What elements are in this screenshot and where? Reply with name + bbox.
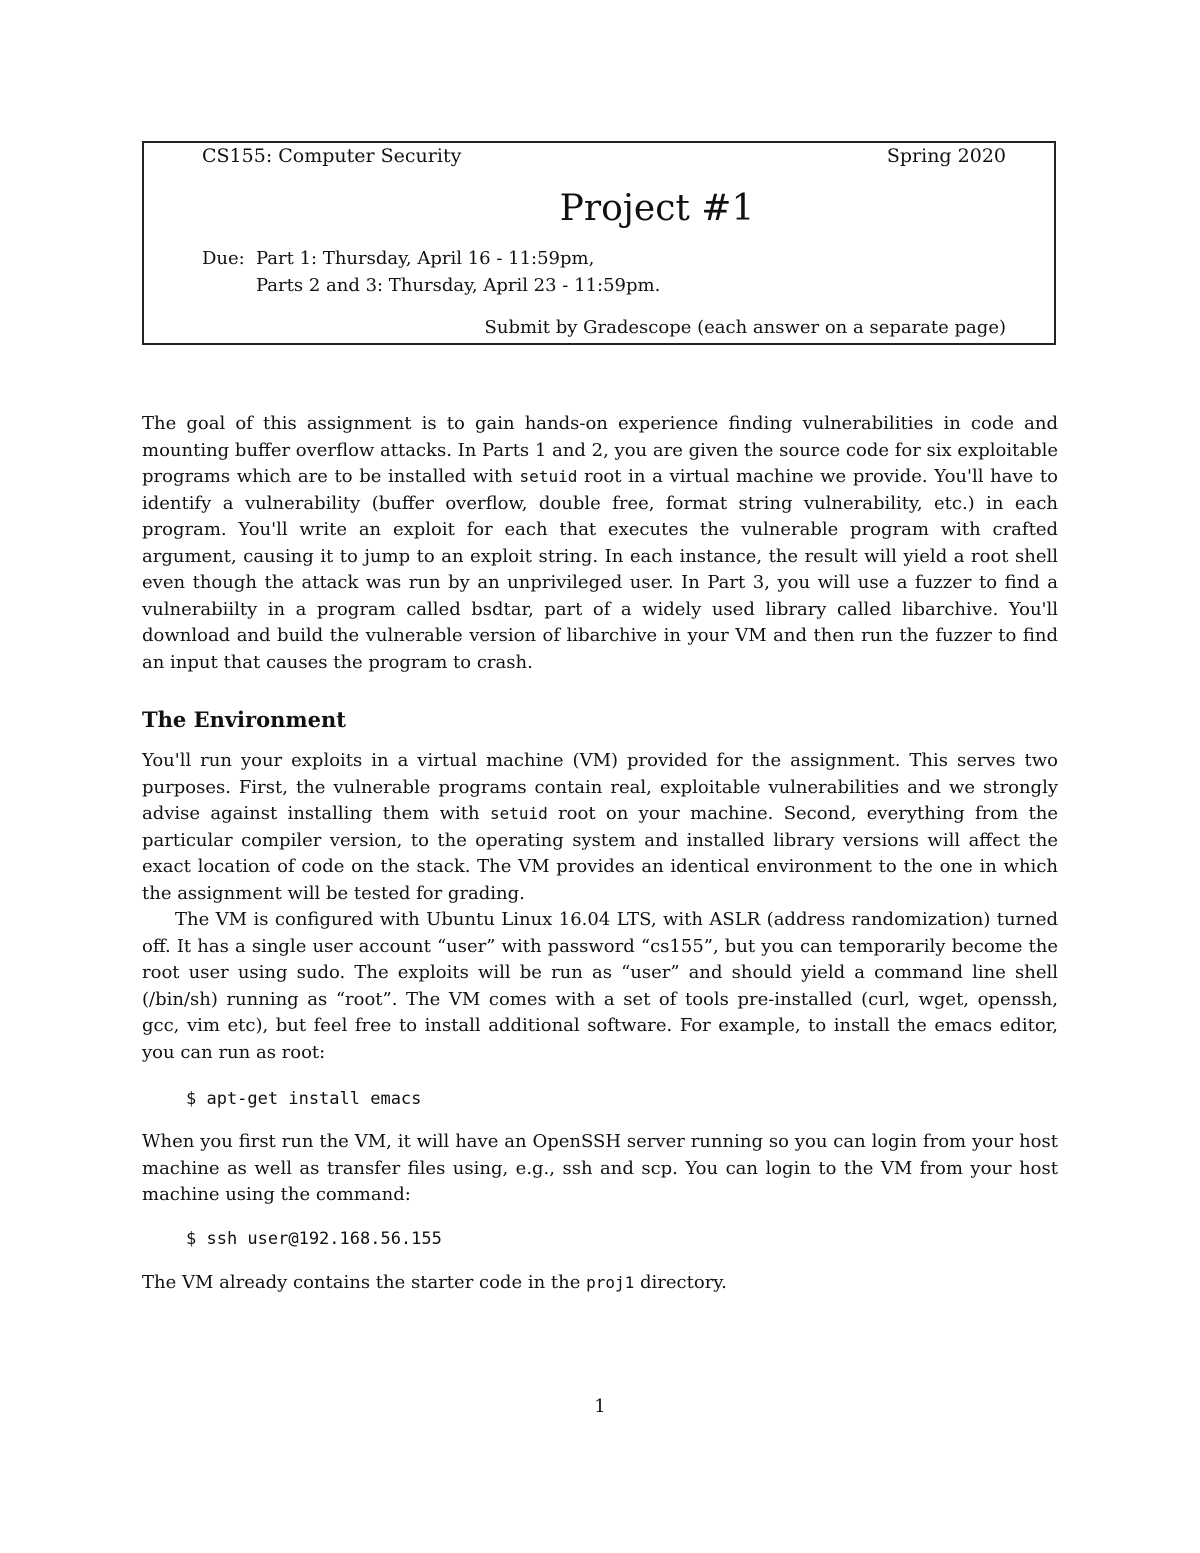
header-box — [142, 141, 1056, 345]
due-label: Due: — [202, 248, 245, 269]
command-install-emacs: $ apt-get install emacs — [186, 1089, 422, 1109]
section-title-environment: The Environment — [142, 707, 346, 732]
submission-note: Submit by Gradescope (each answer on a separate page) — [484, 317, 1006, 338]
proj1-directory: proj1 — [586, 1273, 635, 1292]
env-text-1a: You'll run your exploits in a virtual machine (VM) provided for the assignment. This serves two purposes. First, the vulnerable programs contain real, exploitable vulnerabilities and we strongly advise against installing them with — [142, 750, 1058, 824]
env-text-3: When you first run the VM, it will have an OpenSSH server running so you can login from your host machine as well as transfer files using, e.g., ssh and scp. You can login to the VM from your host machine using the command: — [142, 1131, 1058, 1205]
env-text-4a: The VM already contains the starter code in the — [142, 1272, 587, 1293]
setuid-code: setuid — [489, 804, 548, 823]
env-text-4b: directory. — [634, 1272, 727, 1293]
intro-text-2: root in a virtual machine we provide. You'll have to identify a vulnerability (buffer overflow, double free, format string vulnerability, etc.) in each program. You'll write an exploit for each that executes the vulnerable program with crafted argument, causing it to jump to an exploit string. In each instance, the result will yield a root shell even though the attack was run by an unprivileged user. In Part 3, you will use a fuzzer to find a vulnerabiilty in a program called bsdtar, part of a widely used library called libarchive. You'll download and build the vulnerable version of libarchive in your VM and then run the fuzzer to find an input that causes the program to crash. — [142, 466, 1058, 673]
env-text-1b: root on your machine. Second, everything from the particular compiler version, to the operating system and installed library versions will affect the exact location of code on the stack. The VM provides an identical environment to the one in which the assignment will be tested for grading. — [142, 803, 1058, 904]
command-ssh: $ ssh user@192.168.56.155 — [186, 1229, 442, 1249]
environment-paragraph-2 — [142, 907, 1058, 1066]
env-text-2: The VM is configured with Ubuntu Linux 16.04 LTS, with ASLR (address randomization) turned off. It has a single user account “user” with password “cs155”, but you can temporarily become the root user using sudo. The exploits will be run as “user” and should yield a command line shell (/bin/sh) running as “root”. The VM comes with a set of tools pre-installed (curl, wget, openssh, gcc, vim etc), but feel free to install additional software. For example, to install the emacs editor, you can run as root: — [142, 909, 1058, 1063]
intro-text-1: The goal of this assignment is to gain hands-on experience finding vulnerabilities in code and mounting buffer overflow attacks. In Parts 1 and 2, you are given the source code for six exploitable programs which are to be installed with — [142, 413, 1058, 487]
page-title: Project #1 — [559, 188, 755, 229]
page-number: 1 — [594, 1396, 606, 1417]
course-name: CS155: Computer Security — [202, 145, 462, 167]
environment-paragraph-4 — [142, 1270, 1058, 1297]
intro-paragraph — [142, 411, 1058, 676]
environment-paragraph-1 — [142, 748, 1058, 907]
due-parts23: Parts 2 and 3: Thursday, April 23 - 11:59pm. — [256, 275, 661, 296]
due-part1: Part 1: Thursday, April 16 - 11:59pm, — [256, 248, 595, 269]
term: Spring 2020 — [886, 145, 1006, 167]
environment-paragraph-3 — [142, 1129, 1058, 1209]
setuid-code: setuid — [519, 467, 578, 486]
